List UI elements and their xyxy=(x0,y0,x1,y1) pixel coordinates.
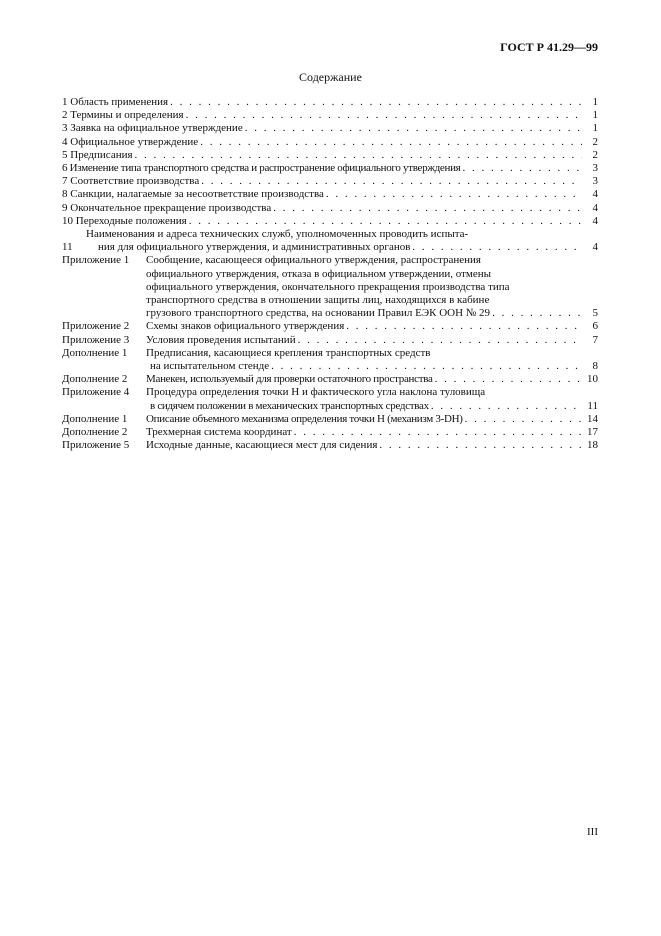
toc-page: 4 xyxy=(592,241,598,254)
toc-label: Приложение 4 xyxy=(62,386,130,399)
toc-text: Предписания xyxy=(70,148,133,161)
toc-text: Изменение типа транспортного средства и распространение официального утверждения xyxy=(69,162,461,175)
dot-leader xyxy=(412,241,582,254)
toc-text-line: транспортного средства в отношении защиты лиц, находящихся в кабине xyxy=(146,294,490,307)
toc-entry[interactable] xyxy=(62,188,598,201)
toc-page: 4 xyxy=(592,214,598,227)
toc-entry[interactable] xyxy=(62,175,598,188)
toc-text: Термины и определения xyxy=(70,109,184,122)
toc-page: 2 xyxy=(592,148,598,161)
toc-label: 4 xyxy=(62,135,68,148)
toc-page: 17 xyxy=(587,426,598,439)
toc-page: 1 xyxy=(592,96,598,108)
toc-text: Схемы знаков официального утверждения xyxy=(146,320,345,333)
toc-page: 4 xyxy=(592,188,598,201)
toc-page: 6 xyxy=(592,320,598,333)
toc-label: 1 xyxy=(62,96,68,108)
toc-label: 3 xyxy=(62,122,68,135)
toc-label: 10 xyxy=(62,214,73,227)
toc-page: 3 xyxy=(592,175,598,188)
toc-text-line: официального утверждения, отказа в официальном утверждении, отмены xyxy=(146,267,492,280)
toc-label: Дополнение 1 xyxy=(62,346,128,359)
toc-text-line: Предписания, касающиеся крепления транспортных средств xyxy=(146,346,431,359)
dot-leader xyxy=(431,400,582,413)
toc-page: 3 xyxy=(592,162,598,175)
dot-leader xyxy=(200,136,582,149)
dot-leader xyxy=(492,307,582,320)
toc-text: Трехмерная система координат xyxy=(146,426,292,439)
toc-entry[interactable] xyxy=(62,122,598,135)
toc-entry[interactable] xyxy=(62,347,598,373)
dot-leader xyxy=(135,149,582,162)
toc-entry[interactable] xyxy=(62,439,598,452)
page-number: III xyxy=(587,826,598,838)
page-title: Содержание xyxy=(299,70,362,84)
toc-text-line: Процедура определения точки H и фактического угла наклона туловища xyxy=(146,386,486,399)
toc-page: 1 xyxy=(592,109,598,122)
dot-leader xyxy=(189,215,582,228)
toc-text: Санкции, налагаемые за несоответствие производства xyxy=(70,188,324,201)
toc-entry[interactable] xyxy=(62,109,598,122)
toc-label: Приложение 2 xyxy=(62,320,130,333)
toc-label: 2 xyxy=(62,109,68,122)
toc-text-line: Наименования и адреса технических служб, уполномоченных проводить испыта- xyxy=(86,228,469,241)
toc-text: Соответствие производства xyxy=(70,175,200,188)
dot-leader xyxy=(465,413,582,426)
toc-page: 14 xyxy=(587,412,598,425)
toc-text-line: в сидячем положении в механических транспортных средствах xyxy=(150,399,429,412)
toc-label: Приложение 5 xyxy=(62,439,130,452)
dot-leader xyxy=(186,109,582,122)
toc-entry[interactable] xyxy=(62,254,598,320)
table-of-contents xyxy=(62,96,598,452)
toc-text: Заявка на официальное утверждение xyxy=(70,122,243,135)
toc-label: Дополнение 2 xyxy=(62,426,128,439)
toc-label: 7 xyxy=(62,175,68,188)
toc-label: 6 xyxy=(62,162,68,175)
dot-leader xyxy=(462,162,582,175)
toc-text: Манекен, используемый для проверки остаточного пространства xyxy=(146,373,433,386)
toc-label: 5 xyxy=(62,148,68,161)
dot-leader xyxy=(294,426,582,439)
toc-entry[interactable] xyxy=(62,334,598,347)
toc-entry[interactable] xyxy=(62,320,598,333)
dot-leader xyxy=(245,122,582,135)
toc-entry[interactable] xyxy=(62,96,598,109)
toc-label: Дополнение 2 xyxy=(62,373,128,386)
toc-entry[interactable] xyxy=(62,386,598,412)
toc-entry[interactable] xyxy=(62,426,598,439)
toc-entry[interactable] xyxy=(62,228,598,254)
dot-leader xyxy=(271,360,582,373)
dot-leader xyxy=(326,188,582,201)
toc-entry[interactable] xyxy=(62,202,598,215)
dot-leader xyxy=(273,202,582,215)
toc-page: 8 xyxy=(592,360,598,373)
toc-page: 2 xyxy=(592,135,598,148)
toc-text-line: ния для официального утверждения, и административных органов xyxy=(98,241,411,254)
toc-label: 8 xyxy=(62,188,68,201)
toc-label: 11 xyxy=(62,241,73,254)
toc-page: 4 xyxy=(592,201,598,214)
dot-leader xyxy=(170,96,582,109)
toc-text: Исходные данные, касающиеся мест для сидения xyxy=(146,439,378,452)
dot-leader xyxy=(379,439,582,452)
toc-text: Область применения xyxy=(70,96,169,108)
toc-entry[interactable] xyxy=(62,373,598,386)
toc-page: 5 xyxy=(592,307,598,320)
toc-text-line: Сообщение, касающееся официального утверждения, распространения xyxy=(146,254,481,267)
toc-text: Окончательное прекращение производства xyxy=(70,201,272,214)
toc-text-line: на испытательном стенде xyxy=(150,360,270,373)
toc-page: 10 xyxy=(587,373,598,386)
toc-page: 7 xyxy=(592,333,598,346)
toc-entry[interactable] xyxy=(62,136,598,149)
toc-text: Условия проведения испытаний xyxy=(146,333,296,346)
toc-entry[interactable] xyxy=(62,413,598,426)
toc-label: 9 xyxy=(62,201,68,214)
toc-entry[interactable] xyxy=(62,215,598,228)
toc-text: Описание объемного механизма определения точки H (механизм 3-DH) xyxy=(146,412,463,425)
dot-leader xyxy=(346,320,582,333)
toc-page: 18 xyxy=(587,439,598,452)
dot-leader xyxy=(201,175,582,188)
standard-code: ГОСТ Р 41.29—99 xyxy=(500,40,598,54)
toc-entry[interactable] xyxy=(62,162,598,175)
toc-page: 11 xyxy=(587,399,598,412)
dot-leader xyxy=(298,334,582,347)
toc-label: Приложение 1 xyxy=(62,254,130,267)
dot-leader xyxy=(435,373,582,386)
toc-text-line: официального утверждения, окончательного прекращения производства типа xyxy=(146,280,510,293)
toc-label: Приложение 3 xyxy=(62,333,130,346)
toc-page: 1 xyxy=(592,122,598,135)
toc-label: Дополнение 1 xyxy=(62,412,128,425)
toc-entry[interactable] xyxy=(62,149,598,162)
toc-text: Официальное утверждение xyxy=(70,135,199,148)
toc-text-line: грузового транспортного средства, на основании Правил ЕЭК ООН № 29 xyxy=(146,307,491,320)
toc-text: Переходные положения xyxy=(75,214,187,227)
